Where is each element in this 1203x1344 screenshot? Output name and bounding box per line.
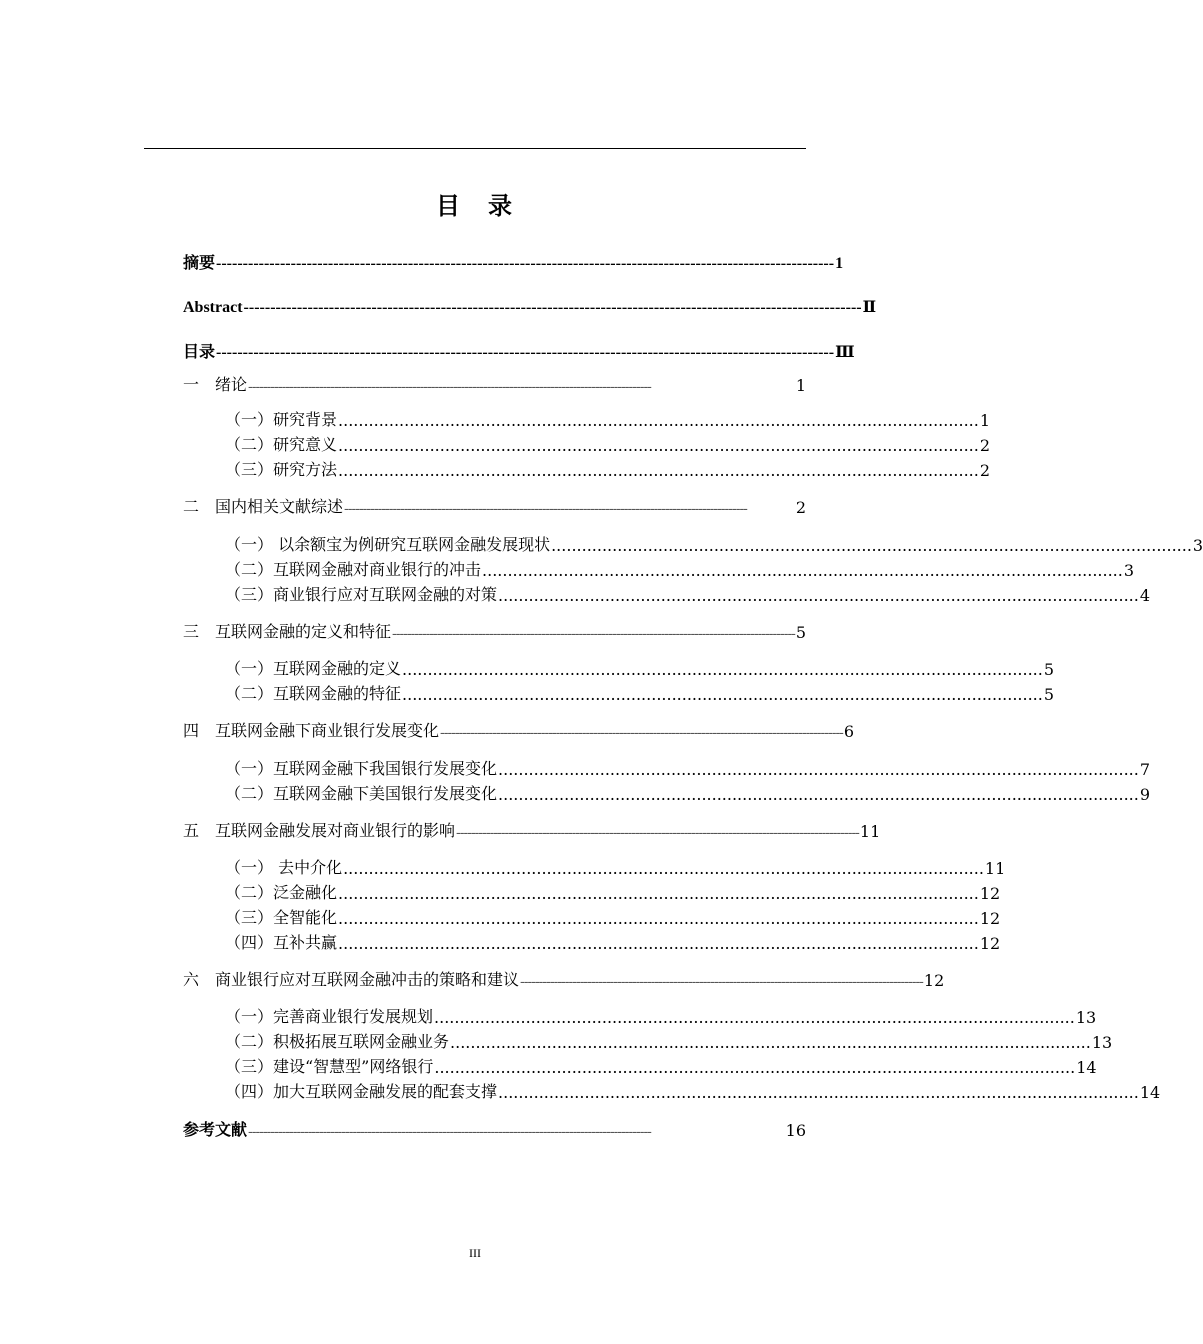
toc-chapter-3[interactable]: 三 互联网金融的定义和特征 ------------------------------------------------------------------------------------------------------------ 5 [183,622,807,642]
toc-section[interactable]: （三）商业银行应对互联网金融的对策 .............................................................................................................................. 4 [225,585,1151,605]
toc-section[interactable]: （二）互联网金融下美国银行发展变化 .............................................................................................................................. 9 [225,784,1151,804]
toc-leader: .............................................................................................................................. [498,586,1139,605]
toc-leader: ------------------------------------------------------------------------------------------------------------ [520,974,923,990]
toc-section[interactable]: （二）泛金融化 .............................................................................................................................. 12 [225,883,1001,903]
toc-chapter-4[interactable]: 四 互联网金融下商业银行发展变化 ------------------------------------------------------------------------------------------------------------ 6 [183,721,855,741]
toc-section[interactable]: （三）研究方法 .............................................................................................................................. 2 [225,460,991,480]
toc-leader: .............................................................................................................................. [498,1083,1139,1102]
toc-leader: .............................................................................................................................. [498,760,1139,779]
toc-section[interactable]: （一）研究背景 .............................................................................................................................. 1 [225,410,991,430]
toc-leader: .............................................................................................................................. [338,436,979,455]
toc-leader: .............................................................................................................................. [338,934,979,953]
page-number-footer: III [469,1246,481,1260]
toc-leader: .............................................................................................................................. [434,1058,1076,1077]
toc-leader: .............................................................................................................................. [338,909,979,928]
toc-section[interactable]: （二）积极拓展互联网金融业务 .............................................................................................................................. 13 [225,1032,1113,1052]
toc-leader: .............................................................................................................................. [434,1008,1075,1027]
toc-section[interactable]: （四）加大互联网金融发展的配套支撑 .............................................................................................................................. 14 [225,1082,1161,1102]
toc-leader: .............................................................................................................................. [551,536,1192,555]
toc-leader: .............................................................................................................................. [338,411,979,430]
toc-leader: ------------------------------------------------------------------------------------------------------------ [440,725,843,741]
toc-leader: ------------------------------------------------------------------------------------------------------------ [248,379,651,395]
toc-leader: .............................................................................................................................. [338,461,979,480]
toc-leader: .............................................................................................................................. [402,685,1043,704]
toc-leader: ------------------------------------------------------------------------------------------------------------ [248,1124,651,1140]
toc-chapter-6[interactable]: 六 商业银行应对互联网金融冲击的策略和建议 ------------------------------------------------------------------------------------------------------------ 12 [183,970,945,990]
toc-leader: .............................................................................................................................. [343,859,984,878]
toc-leader: .............................................................................................................................. [338,884,979,903]
header-rule [144,148,806,149]
toc-section[interactable]: （四）互补共赢 .............................................................................................................................. 12 [225,933,1001,953]
toc-section[interactable]: （三）全智能化 .............................................................................................................................. 12 [225,908,1001,928]
toc-leader: -------------------------------------------------------------------------------------------------------------------- [216,344,835,361]
toc-leader: ------------------------------------------------------------------------------------------------------------ [392,626,795,642]
toc-section[interactable]: （一） 以余额宝为例研究互联网金融发展现状 .............................................................................................................................. 3 [225,535,1203,555]
toc-chapter-5[interactable]: 五 互联网金融发展对商业银行的影响 ------------------------------------------------------------------------------------------------------------ 11 [183,821,881,841]
toc-section[interactable]: （一） 去中介化 .............................................................................................................................. 11 [225,858,1006,878]
toc-entry-contents[interactable]: 目录 -------------------------------------------------------------------------------------------------------------------- Ⅲ [183,342,855,361]
toc-section[interactable]: （一）完善商业银行发展规划 .............................................................................................................................. 13 [225,1007,1097,1027]
toc-section[interactable]: （二）研究意义 .............................................................................................................................. 2 [225,435,991,455]
toc-chapter-1[interactable]: 一 绪论 ------------------------------------------------------------------------------------------------------------ 1 [183,375,806,395]
page-title: 目 录 [436,192,514,220]
toc-leader: -------------------------------------------------------------------------------------------------------------------- [243,299,862,316]
toc-section[interactable]: （三）建设“智慧型”网络银行 .............................................................................................................................. 14 [225,1057,1097,1077]
toc-leader: ------------------------------------------------------------------------------------------------------------ [344,501,747,517]
toc-leader: -------------------------------------------------------------------------------------------------------------------- [216,255,835,272]
toc-leader: .............................................................................................................................. [482,561,1123,580]
toc-entry-abstract-en[interactable]: Abstract -------------------------------------------------------------------------------------------------------------------- Ⅱ [183,299,877,316]
toc-section[interactable]: （二）互联网金融对商业银行的冲击 .............................................................................................................................. 3 [225,560,1135,580]
toc-leader: ------------------------------------------------------------------------------------------------------------ [456,825,859,841]
toc-section[interactable]: （一）互联网金融的定义 .............................................................................................................................. 5 [225,659,1055,679]
toc-entry-references[interactable]: 参考文献 ------------------------------------------------------------------------------------------------------------ 16 [183,1120,806,1140]
toc-leader: .............................................................................................................................. [402,660,1043,679]
toc-leader: .............................................................................................................................. [498,785,1139,804]
toc-section[interactable]: （二）互联网金融的特征 .............................................................................................................................. 5 [225,684,1055,704]
toc-section[interactable]: （一）互联网金融下我国银行发展变化 .............................................................................................................................. 7 [225,759,1151,779]
toc-entry-abstract-cn[interactable]: 摘要 -------------------------------------------------------------------------------------------------------------------- 1 [183,253,844,272]
toc-leader: .............................................................................................................................. [450,1033,1091,1052]
toc-chapter-2[interactable]: 二 国内相关文献综述 ------------------------------------------------------------------------------------------------------------ 2 [183,497,806,517]
